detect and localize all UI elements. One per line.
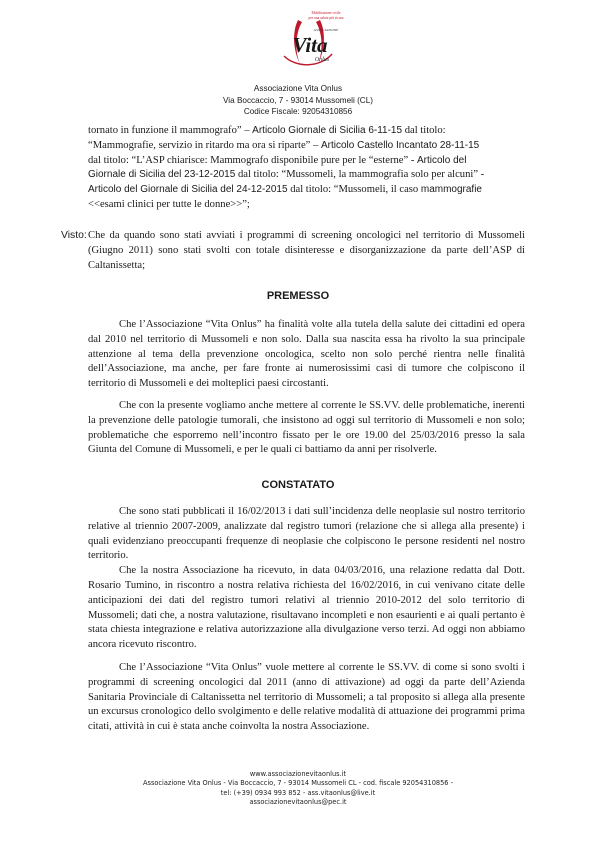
header-fiscal-code: Codice Fiscale: 92054310856 xyxy=(243,107,353,116)
text-run: “Mammografie, servizio in ritardo ma ora si riparte” – xyxy=(88,139,321,151)
text-run: dal titolo: xyxy=(402,125,446,136)
visto-clause xyxy=(61,229,525,273)
logo-tagline-3: ASSOCIAZIONE xyxy=(313,28,339,32)
logo-tagline-2: per una salute più sicura xyxy=(308,16,344,20)
footer-address: Associazione Vita Onlus - Via Boccaccio, 7 - 93014 Mussomeli CL - cod. fiscale 92054310856 - xyxy=(143,779,453,788)
footer-website[interactable]: www.associazionevitaonlus.it xyxy=(249,770,347,778)
constatato-paragraph-3: Che l’Associazione “Vita Onlus” vuole mettere al corrente le SS.VV. di come si sono svolti i programmi di screening oncologici dal 2011 (anno di attivazione) ad oggi da parte dell’Azienda Sanitaria Provinciale di Caltanissetta nel territorio di Mussomeli; a tal proposito si allega alla presente un excursus cronologico dello svolgimento e delle relative modalità di attuazione dei programmi prima citati, attività in cui è stata anche coinvolta la nostra Associazione. xyxy=(88,661,525,733)
premesso-paragraph-1: Che l’Associazione “Vita Onlus” ha finalità volte alla tutela della salute dei cittadini ed opera dal 2010 nel territorio di Mussomeli e non solo. Dalla sua nascita essa ha rivolto la sua principale attenzione al tema della prevenzione oncologica, scelto non solo perché rientra nelle finalità dell’Associazione, ma anche, per fare fronte ai numerosissimi casi di tumore che colpiscono il territorio di Mussomeli e dei molteplici paesi circostanti. xyxy=(88,319,525,390)
constatato-heading: CONSTATATO xyxy=(261,479,335,491)
logo-tagline-1: Mobilitazione civile xyxy=(311,11,341,15)
article-ref: Articolo Castello Incantato 28-11-15 xyxy=(320,139,480,151)
header-address: Via Boccaccio, 7 - 93014 Mussomeli (CL) xyxy=(222,95,374,105)
constatato-paragraph-2: Che la nostra Associazione ha ricevuto, in data 04/03/2016, una relazione redatta dal Dott. Rosario Tumino, in riscontro a nostra relativa richiesta del 16/02/2016, in cui venivano citate delle anticipazioni dei dati del registro tumori relativi al triennio 2010-2012 del solo territorio di Mussomeli; dati che, a nostra valutazione, risultavano incompleti e non esaurienti e ai quali pertanto è stata chiesta integrazione e relativa autorizzazione alla divulgazione verso terzi. Ad oggi non abbiamo ancora ricevuto riscontro. xyxy=(88,565,525,651)
footer xyxy=(0,770,596,808)
header-block xyxy=(0,83,596,118)
article-ref: Articolo del xyxy=(417,154,467,166)
footer-contacts: tel: (+39) 0934 993 852 - ass.vitaonlus@live.it xyxy=(220,788,376,797)
logo-sub: Onlus xyxy=(314,57,330,63)
article-ref: Giornale di Sicilia del 23-12-2015 xyxy=(88,169,236,181)
text-run: dal titolo: “Mussomeli, il caso xyxy=(287,184,421,196)
article-ref: Articolo del Giornale di Sicilia del 24-12-2015 xyxy=(88,184,288,196)
header-org-name: Associazione Vita Onlus xyxy=(253,84,343,93)
constatato-paragraph-1: Che sono stati pubblicati il 16/02/2013 i dati sull’incidenza delle neoplasie sul nostro territorio relative al triennio 2007-2009, analizzate dal registro tumori (relazione che si allega alla presente) i quali evidenziano preoccupanti frequenze di neoplasie che colpiscono le persone residenti nel nostro territorio. xyxy=(88,506,525,562)
association-logo xyxy=(262,6,354,78)
text-run: <<esami clinici per tutte le donne>>”; xyxy=(88,198,250,210)
visto-text: Che da quando sono stati avviati i programmi di screening oncologici nel territorio di Mussomeli (Giugno 2011) sono stati svolti con totale disinteresse e disorganizzazione da parte dell’ASP di Caltanissetta; xyxy=(88,230,525,271)
articles-paragraph xyxy=(88,124,525,213)
logo-name: Vita xyxy=(292,33,328,57)
premesso-heading: PREMESSO xyxy=(266,290,330,302)
text-run: dal titolo: “Mussomeli, la mammografia solo per alcuni” - xyxy=(235,169,485,181)
text-run: dal titolo: “L’ASP chiarisce: Mammografo disponibile pure per le “esterne” - xyxy=(88,154,417,166)
premesso-section xyxy=(88,318,525,458)
article-ref: Articolo Giornale di Sicilia 6-11-15 xyxy=(252,125,403,136)
text-run: tornato in funzione il mammografo” – xyxy=(88,125,253,136)
footer-pec-email[interactable]: associazionevitaonlus@pec.it xyxy=(249,798,347,807)
constatato-section xyxy=(88,505,525,735)
text-run: mammografie xyxy=(420,184,482,196)
visto-label: Visto: xyxy=(61,230,87,241)
premesso-paragraph-2: Che con la presente vogliamo anche mettere al corrente le SS.VV. delle problematiche, inerenti la prevenzione delle patologie tumorali, che insistono ad oggi sul territorio di Mussomeli e non solo; problematiche che esporremo nell’incontro fissato per le ore 19.00 del 25/03/2016 presso la sala Giunta del Comune di Mussomeli, e per le quali ci battiamo da anni per risolverle. xyxy=(88,399,525,456)
